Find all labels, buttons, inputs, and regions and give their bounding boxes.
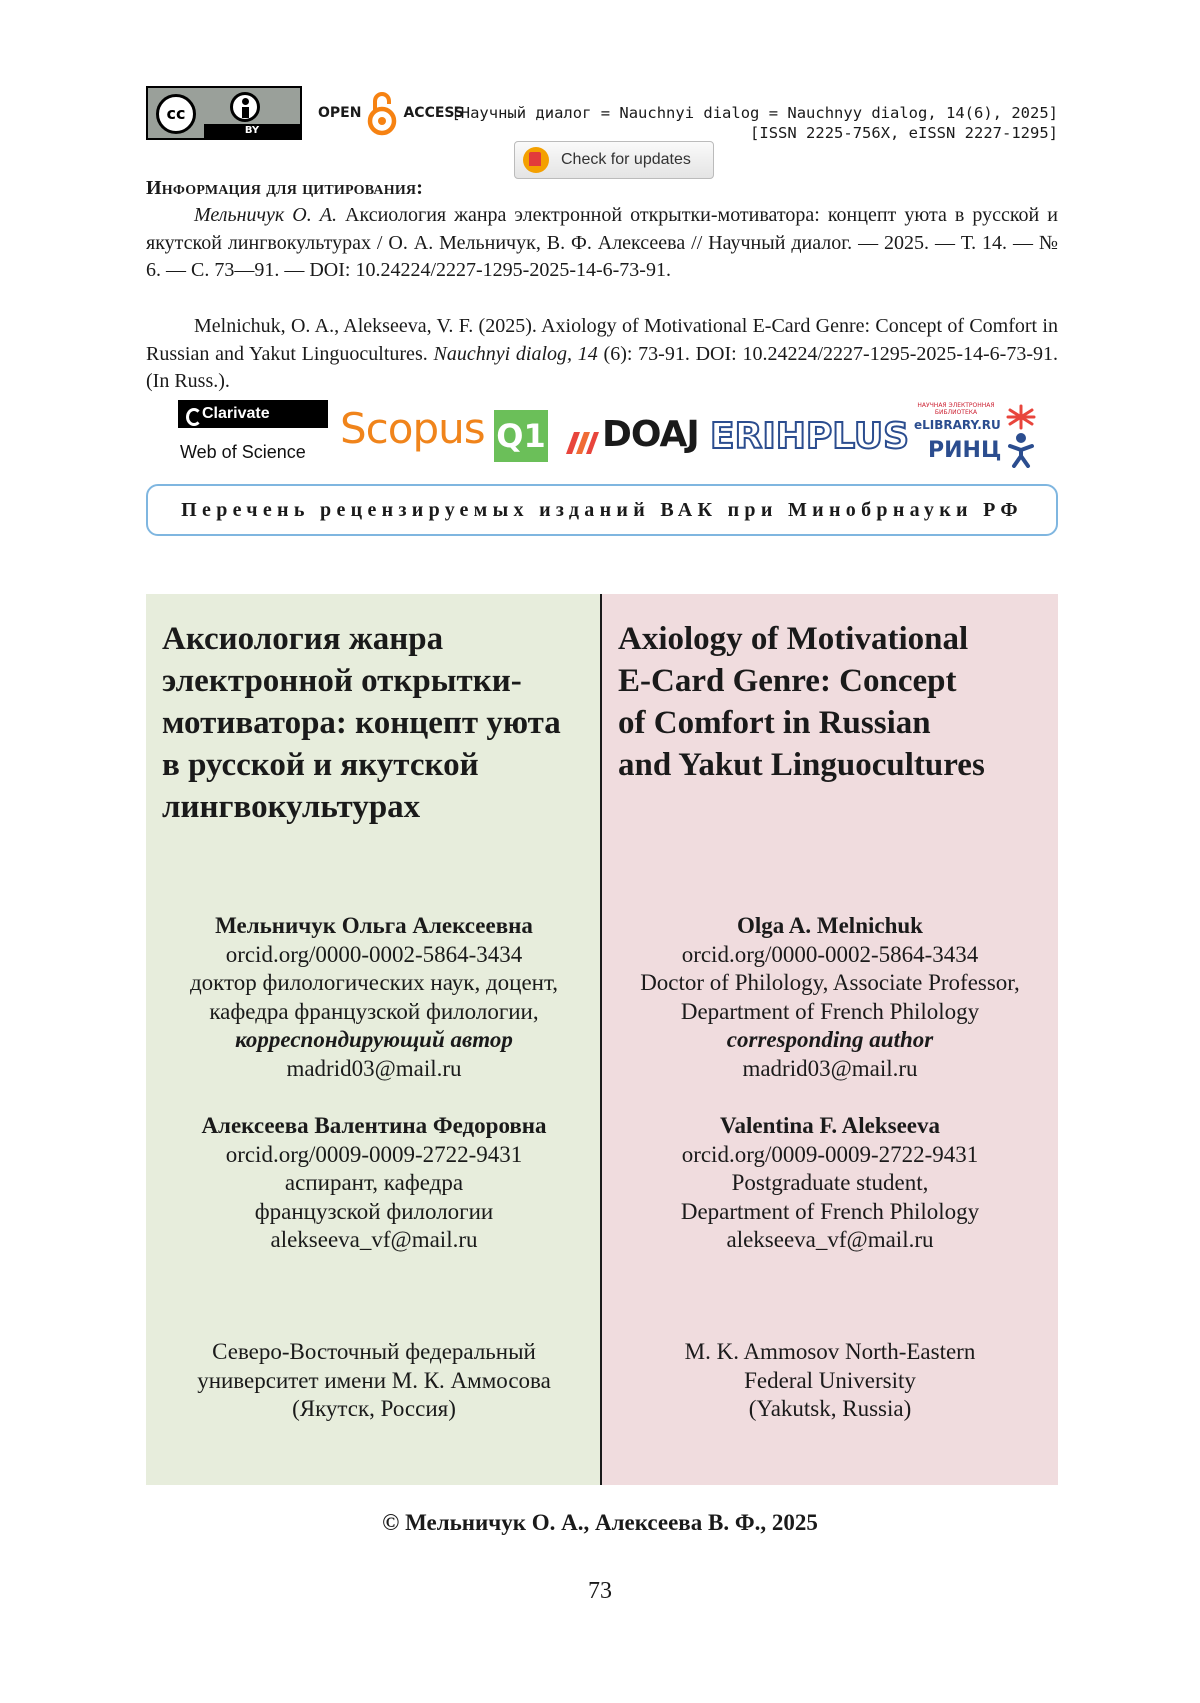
affiliation-line: (Yakutsk, Russia) xyxy=(748,1396,912,1421)
article-title-en xyxy=(618,618,1042,786)
affiliation-en xyxy=(602,1338,1058,1424)
page-number: 73 xyxy=(588,1578,612,1604)
title-line: в русской и якутской xyxy=(162,747,479,783)
citation-ru-author: Мельничук О. А. xyxy=(194,204,337,226)
citation-en-journal: Nauchnyi dialog, 14 xyxy=(433,342,598,365)
author-degree: доктор филологических наук, доцент, xyxy=(189,970,559,995)
author-department: Department of French Philology xyxy=(680,998,980,1024)
author-department: кафедра французской филологии, xyxy=(209,998,539,1024)
title-line: of Comfort in Russian xyxy=(618,705,931,741)
author-card-alekseeva-ru xyxy=(146,1112,602,1255)
citation-en-text: Melnichuk, O. A., Alekseeva, V. F. (2025). Axiology of Motivational E-Card Genre: Concept of Comfort in Russian and Yakut Linguocultures. xyxy=(146,315,1058,365)
cc-icon: cc xyxy=(156,94,196,134)
crossmark-icon xyxy=(523,147,549,173)
corresponding-author-label: corresponding author xyxy=(726,1027,934,1052)
affiliation-line: Северо-Восточный федеральный xyxy=(212,1339,536,1364)
affiliation-line: M. K. Ammosov North-Eastern xyxy=(684,1339,976,1364)
title-line: мотиватора: концепт уюта xyxy=(162,705,561,741)
author-name: Olga A. Melnichuk xyxy=(737,913,923,938)
elibrary-figure-icon xyxy=(1004,402,1038,468)
citation-heading: Информация для цитирования: xyxy=(146,177,424,199)
author-card-melnichuk-ru xyxy=(146,912,602,1083)
doaj-mark-icon xyxy=(564,428,600,456)
journal-reference xyxy=(451,103,1058,143)
cc-by-license-badge[interactable] xyxy=(146,86,302,140)
license-by-label: BY xyxy=(244,125,260,136)
affiliation-line: Federal University xyxy=(744,1367,916,1393)
title-line: лингвокультурах xyxy=(162,789,421,825)
open-access-left-text: OPEN xyxy=(318,105,362,121)
author-degree: Doctor of Philology, Associate Professor, xyxy=(640,970,1020,995)
check-for-updates-label: Check for updates xyxy=(561,151,691,168)
article-title-ru xyxy=(162,618,586,828)
elibrary-logo[interactable]: eLIBRARY.RU xyxy=(914,418,1001,432)
clarivate-logo[interactable]: Clarivate xyxy=(178,400,328,428)
author-email[interactable]: alekseeva_vf@mail.ru xyxy=(270,1227,478,1252)
erihplus-logo[interactable]: ERIHPLUS xyxy=(710,416,910,457)
author-department: Department of French Philology xyxy=(680,1198,980,1224)
journal-issn-line: [ISSN 2225-756X, eISSN 2227-1295] xyxy=(750,124,1058,142)
attribution-person-icon xyxy=(230,92,260,122)
author-card-alekseeva-en xyxy=(602,1112,1058,1255)
citation-russian xyxy=(146,202,1058,285)
citation-english xyxy=(146,313,1058,396)
author-name: Алексеева Валентина Федоровна xyxy=(201,1113,547,1138)
journal-title-line: [Научный диалог = Nauchnyi dialog = Nauchnyy dialog, 14(6), 2025] xyxy=(451,104,1058,122)
affiliation-line: (Якутск, Россия) xyxy=(292,1396,456,1421)
indexing-logos xyxy=(146,398,1058,470)
orcid-link[interactable]: orcid.org/0009-0009-2722-9431 xyxy=(225,1141,523,1167)
affiliation-ru xyxy=(146,1338,602,1424)
author-email[interactable]: madrid03@mail.ru xyxy=(286,1055,462,1081)
title-line: and Yakut Linguocultures xyxy=(618,747,985,783)
rinc-label[interactable]: РИНЦ xyxy=(928,438,1002,463)
open-lock-icon xyxy=(367,90,397,136)
title-line: E-Card Genre: Concept xyxy=(618,663,957,699)
doaj-logo[interactable]: DOAJ xyxy=(602,414,699,455)
title-line: Аксиология жанра xyxy=(162,621,444,657)
web-of-science-label[interactable]: Web of Science xyxy=(180,442,306,462)
open-access-right-text: ACCESS xyxy=(403,105,464,121)
copyright-line: © Мельничук О. А., Алексеева В. Ф., 2025 xyxy=(382,1510,818,1535)
author-name: Valentina F. Alekseeva xyxy=(719,1113,941,1138)
orcid-link[interactable]: orcid.org/0000-0002-5864-3434 xyxy=(225,941,523,967)
corresponding-author-label: корреспондирующий автор xyxy=(235,1027,513,1052)
elibrary-caption: НАУЧНАЯ ЭЛЕКТРОННАЯ БИБЛИОТЕКА xyxy=(917,402,995,416)
check-for-updates-button[interactable] xyxy=(514,141,714,179)
orcid-link[interactable]: orcid.org/0009-0009-2722-9431 xyxy=(681,1141,979,1167)
q1-badge[interactable]: Q1 xyxy=(494,410,548,462)
author-name: Мельничук Ольга Алексеевна xyxy=(215,913,533,938)
orcid-link[interactable]: orcid.org/0000-0002-5864-3434 xyxy=(681,941,979,967)
russian-column xyxy=(146,594,602,1485)
citation-ru-text: Аксиология жанра электронной открытки-мотиватора: концепт уюта в русской и якутской лингвокультурах / О. А. Мельничук, В. Ф. Алексеева // Научный диалог. — 2025. — Т. 14. — № 6. — С. 73—91. — DOI: 10.24224/2227-1295-2025-14-6-73-91. xyxy=(146,204,1058,281)
citation-en-tail: (6): 73-91. DOI: 10.24224/2227-1295-2025-14-6-73-91. (In Russ.). xyxy=(146,342,1058,392)
open-access-logo xyxy=(318,86,464,140)
affiliation-line: университет имени М. К. Аммосова xyxy=(197,1367,551,1393)
author-email[interactable]: alekseeva_vf@mail.ru xyxy=(726,1227,934,1252)
title-line: электронной открытки- xyxy=(162,663,522,699)
vak-list-banner: Перечень рецензируемых изданий ВАК при Минобрнауки РФ xyxy=(146,484,1058,536)
author-card-melnichuk-en xyxy=(602,912,1058,1083)
title-line: Axiology of Motivational xyxy=(618,621,969,657)
scopus-logo[interactable]: Scopus xyxy=(340,404,485,453)
author-department: французской филологии xyxy=(254,1198,494,1224)
english-column xyxy=(602,594,1058,1485)
author-email[interactable]: madrid03@mail.ru xyxy=(742,1055,918,1081)
author-position: аспирант, кафедра xyxy=(284,1170,464,1195)
author-position: Postgraduate student, xyxy=(731,1170,929,1195)
